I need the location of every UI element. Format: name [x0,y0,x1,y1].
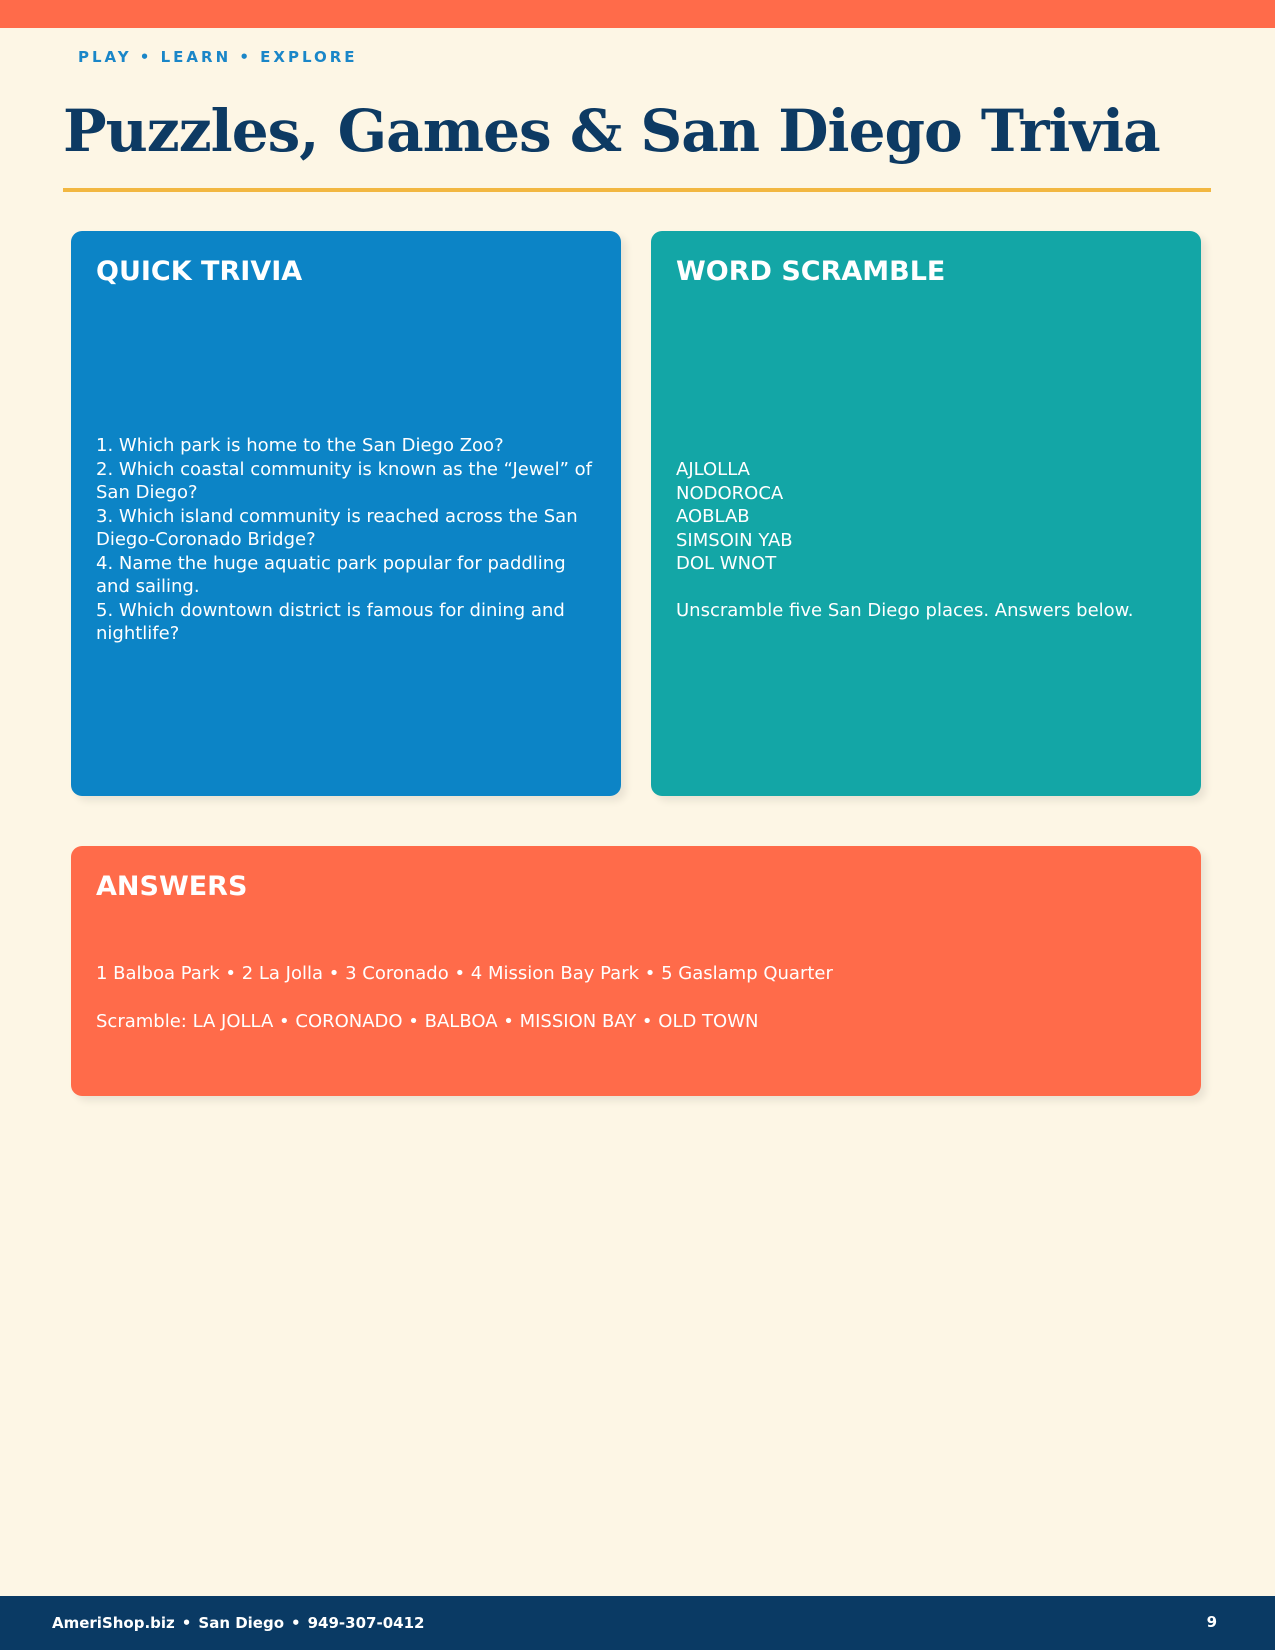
scramble-instructions: Unscramble five San Diego places. Answers below. [676,600,1134,621]
quick-trivia-card [71,231,621,796]
footer-site: AmeriShop.biz [52,1614,175,1632]
footer-phone: 949-307-0412 [307,1614,425,1632]
trivia-question: 5. Which downtown district is famous for dining and nightlife? [96,599,565,644]
footer-separator: • [181,1614,192,1632]
top-accent-bar [0,0,1275,28]
word-scramble-heading: WORD SCRAMBLE [676,256,946,287]
answers-card [71,846,1201,1096]
answers-heading: ANSWERS [96,871,248,902]
scramble-word-list [676,458,1181,623]
trivia-question: 1. Which park is home to the San Diego Zoo? [96,435,504,456]
footer-city: San Diego [198,1614,285,1632]
scrambled-word: NODOROCA [676,482,784,504]
trivia-question-list [96,434,601,646]
word-scramble-card [651,231,1201,796]
kicker-text: PLAY • LEARN • EXPLORE [78,48,358,66]
trivia-question: 4. Name the huge aquatic park popular for paddling and sailing. [96,552,566,597]
scrambled-word: DOL WNOT [676,553,777,574]
page-footer [0,1596,1275,1650]
scrambled-word: AOBLAB [676,506,750,527]
footer-separator: • [291,1614,301,1632]
trivia-question: 3. Which island community is reached across the San Diego-Coronado Bridge? [96,505,578,550]
quick-trivia-heading: QUICK TRIVIA [96,256,303,287]
trivia-answers-line: 1 Balboa Park • 2 La Jolla • 3 Coronado • 4 Mission Bay Park • 5 Gaslamp Quarter [96,963,833,984]
scrambled-word: AJLOLLA [676,459,750,480]
page-number: 9 [1206,1613,1217,1631]
scramble-answers-line: Scramble: LA JOLLA • CORONADO • BALBOA • MISSION BAY • OLD TOWN [96,1011,759,1032]
footer-contact [52,1613,424,1633]
trivia-question: 2. Which coastal community is known as the “Jewel” of San Diego? [96,458,593,503]
title-divider [63,188,1211,192]
page-title: Puzzles, Games & San Diego Trivia [63,97,1160,165]
scrambled-word: SIMSOIN YAB [676,529,793,551]
